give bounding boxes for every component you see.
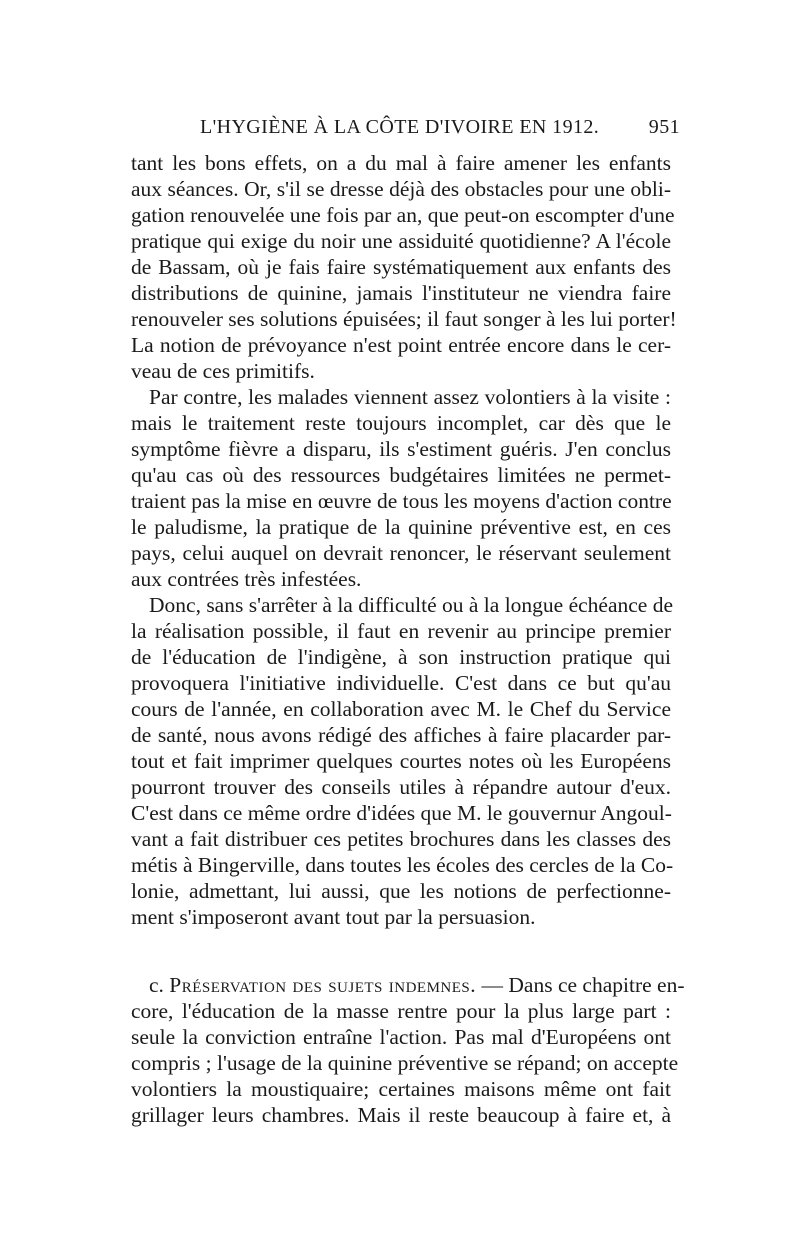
text-line: C'est dans ce même ordre d'idées que M. le gouvernur Angoul-	[131, 801, 672, 825]
text-line: pays, celui auquel on devrait renoncer, le réservant seulement	[131, 541, 671, 565]
text-line: symptôme fièvre a disparu, ils s'estiment guéris. J'en conclus	[131, 437, 671, 461]
section-heading-line	[131, 972, 685, 998]
text-line: compris ; l'usage de la quinine préventive se répand; on accepte	[131, 1051, 679, 1075]
text-line: de Bassam, où je fais faire systématiquement aux enfants des	[131, 255, 671, 279]
text-line: grillager leurs chambres. Mais il reste beaucoup à faire et, à	[131, 1103, 671, 1127]
running-header	[200, 116, 680, 146]
text-line: aux séances. Or, s'il se dresse déjà des obstacles pour une obli-	[131, 177, 671, 201]
text-line: mais le traitement reste toujours incomplet, car dès que le	[131, 411, 671, 435]
text-line: gation renouvelée une fois par an, que peut-on escompter d'une	[131, 203, 675, 227]
text-line: cours de l'année, en collaboration avec M. le Chef du Service	[131, 697, 671, 721]
text-line: la réalisation possible, il faut en revenir au principe premier	[131, 619, 671, 643]
text-line: lonie, admettant, lui aussi, que les notions de perfectionne-	[131, 879, 671, 903]
text-line: veau de ces primitifs.	[131, 359, 315, 383]
text-line: tout et fait imprimer quelques courtes notes où les Européens	[131, 749, 671, 773]
text-line: pratique qui exige du noir une assiduité quotidienne? A l'école	[131, 229, 671, 253]
text-line: qu'au cas où des ressources budgétaires limitées ne permet-	[131, 463, 671, 487]
running-title: L'HYGIÈNE À LA CÔTE D'IVOIRE EN 1912.	[200, 116, 600, 138]
text-line: le paludisme, la pratique de la quinine préventive est, en ces	[131, 515, 671, 539]
text-line: tant les bons effets, on a du mal à faire amener les enfants	[131, 151, 671, 175]
section-heading: Préservation des sujets indemnes.	[169, 973, 477, 997]
page-number: 951	[648, 116, 680, 138]
text-line: pourront trouver des conseils utiles à répandre autour d'eux.	[131, 775, 671, 799]
text-line: Par contre, les malades viennent assez volontiers à la visite :	[149, 385, 671, 409]
text-line: La notion de prévoyance n'est point entrée encore dans le cer-	[131, 333, 671, 357]
section-letter: c.	[149, 973, 164, 997]
text-line: Donc, sans s'arrêter à la difficulté ou à la longue échéance de	[149, 593, 674, 617]
text-line: core, l'éducation de la masse rentre pour la plus large part :	[131, 999, 671, 1023]
text-line: aux contrées très infestées.	[131, 567, 362, 591]
text-line: métis à Bingerville, dans toutes les écoles des cercles de la Co-	[131, 853, 674, 877]
text-line: distributions de quinine, jamais l'instituteur ne viendra faire	[131, 281, 671, 305]
text-line: de santé, nous avons rédigé des affiches à faire placarder par-	[131, 723, 671, 747]
text-line: traient pas la mise en œuvre de tous les moyens d'action contre	[131, 489, 672, 513]
text-line: de l'éducation de l'indigène, à son instruction pratique qui	[131, 645, 671, 669]
text-line: provoquera l'initiative individuelle. C'est dans ce but qu'au	[131, 671, 671, 695]
text-line: seule la conviction entraîne l'action. Pas mal d'Européens ont	[131, 1025, 671, 1049]
section-first-line-text: — Dans ce chapitre en-	[481, 973, 685, 997]
body-text	[131, 150, 685, 1128]
text-line: ment s'imposeront avant tout par la persuasion.	[131, 905, 536, 929]
text-line: volontiers la moustiquaire; certaines maisons même ont fait	[131, 1077, 671, 1101]
text-line: renouveler ses solutions épuisées; il faut songer à les lui porter!	[131, 307, 677, 331]
section-gap	[131, 930, 671, 972]
text-line: vant a fait distribuer ces petites brochures dans les classes des	[131, 827, 671, 851]
